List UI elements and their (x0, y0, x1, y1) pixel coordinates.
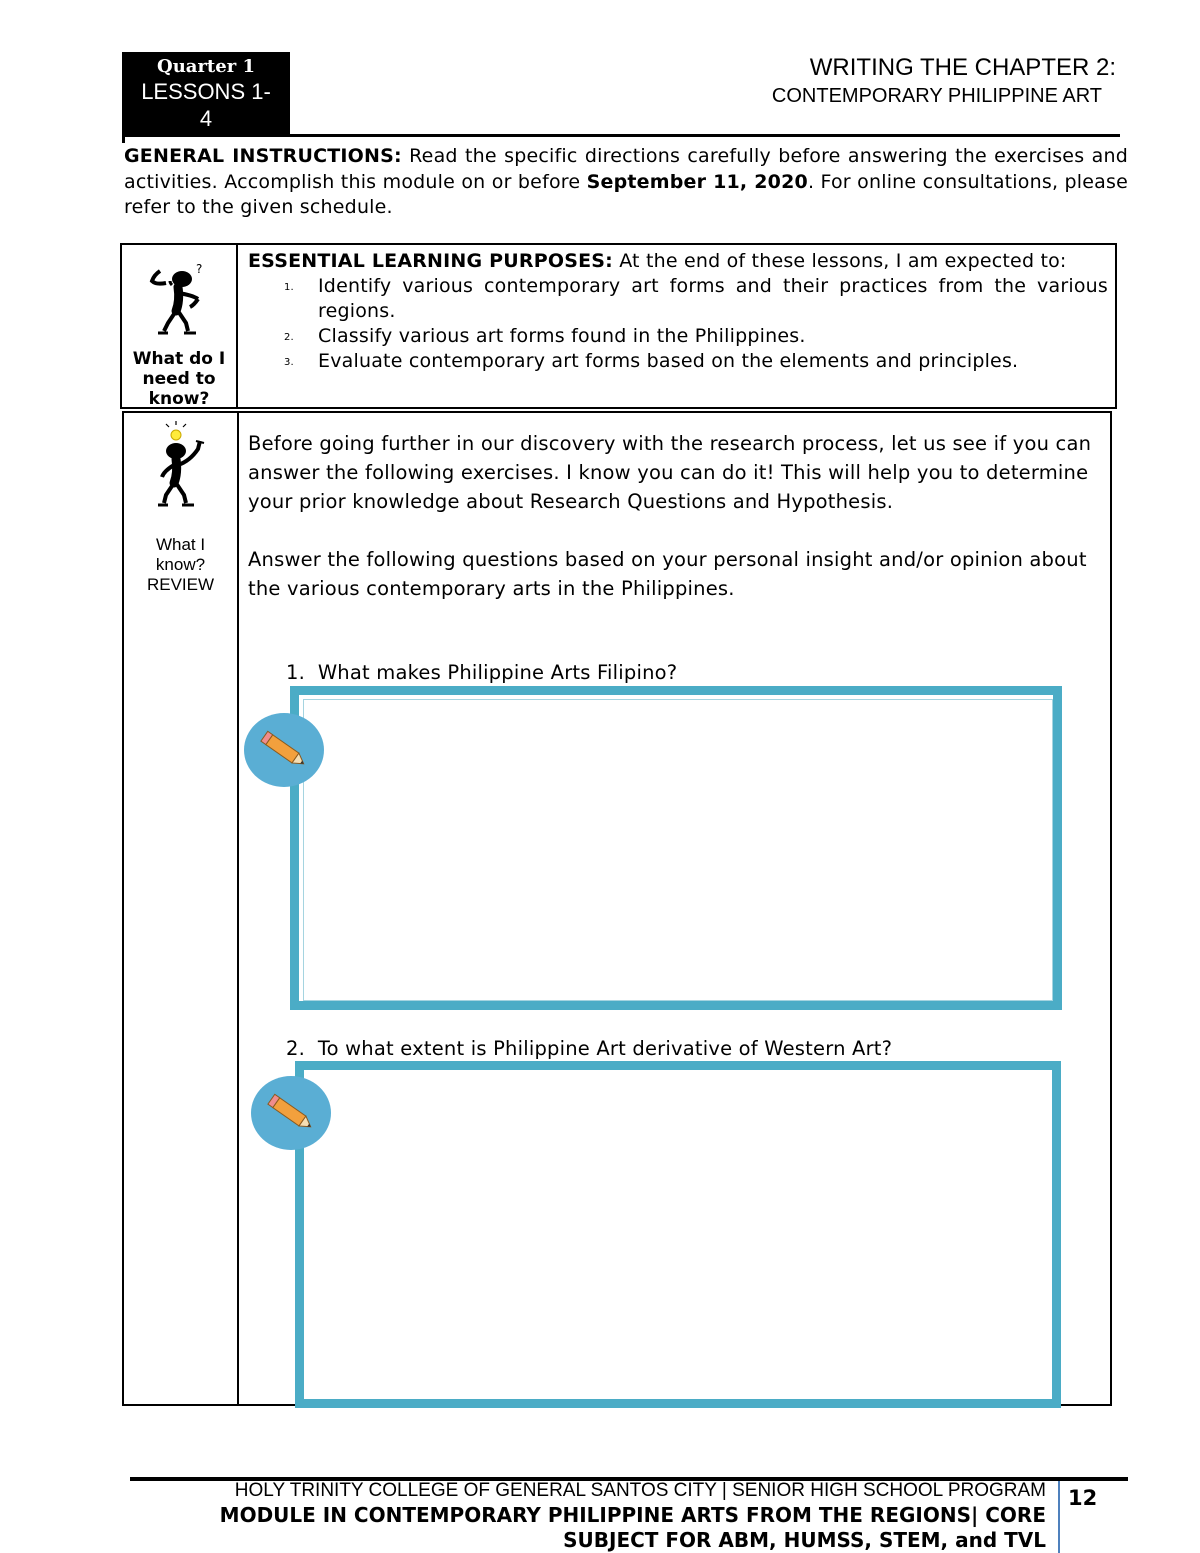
header-divider (122, 134, 1120, 137)
answer-box-1[interactable] (290, 686, 1062, 1010)
question-text: What makes Philippine Arts Filipino? (317, 661, 678, 684)
learning-purposes-heading: ESSENTIAL LEARNING PURPOSES: (248, 250, 613, 272)
header-tick-mark (122, 137, 125, 143)
question-text: To what extent is Philippine Art derivative of Western Art? (317, 1037, 893, 1060)
review-paragraph-2: Answer the following questions based on your personal insight and/or opinion about the various contemporary arts in the Philippines. (248, 548, 1087, 600)
table-divider (237, 413, 239, 1404)
idea-figure-icon (142, 421, 222, 511)
list-item-number: 1. (284, 282, 294, 293)
learning-purposes-table (120, 243, 1117, 409)
list-item-text: Evaluate contemporary art forms based on the elements and principles. (318, 350, 1019, 372)
footer-page-bar (1058, 1481, 1060, 1553)
what-i-know-label-line3: REVIEW (146, 575, 215, 594)
what-i-know-label-line2: know? (155, 555, 206, 574)
general-instructions-text1: Read the specific directions carefully before answering the exercises and activities. Accomplish this module on or before (124, 145, 1128, 193)
question-2 (286, 1037, 892, 1061)
general-instructions (124, 144, 1128, 221)
pencil-badge (244, 713, 324, 787)
lessons-label-line2: 4 (199, 106, 213, 131)
question-number: 2. (286, 1037, 306, 1060)
what-i-know-label-line1: What I (155, 535, 206, 554)
question-1 (286, 661, 677, 685)
answer-box-inner (303, 699, 1053, 1001)
list-item-text: Identify various contemporary art forms and their practices from the various regions. (318, 275, 1108, 322)
lessons-label-line1: LESSONS 1- (141, 79, 271, 104)
review-paragraph-1: Before going further in our discovery with the research process, let us see if you can answer the following exercises. I know you can do it! This will help you to determine your prior knowledge about Research Questions and Hypothesis. (248, 432, 1092, 513)
pencil-badge (251, 1076, 331, 1150)
learning-purposes-intro: At the end of these lessons, I am expected to: (612, 250, 1067, 272)
what-i-know-table (122, 411, 1112, 1406)
page-subtitle: CONTEMPORARY PHILIPPINE ART (771, 85, 1102, 107)
review-instructions (248, 429, 1098, 632)
footer-module: MODULE IN CONTEMPORARY PHILIPPINE ARTS FROM THE REGIONS| CORE SUBJECT FOR ABM, HUMSS, STEM, and TVL (219, 1503, 1046, 1552)
list-item-number: 2. (284, 332, 294, 343)
learning-purposes (248, 249, 1108, 374)
thinking-figure-icon (140, 259, 220, 339)
page-title: WRITING THE CHAPTER 2: (809, 54, 1116, 81)
quarter-label: Quarter 1 (157, 56, 255, 77)
general-instructions-label: GENERAL INSTRUCTIONS: (124, 145, 402, 167)
answer-box-corner (296, 1062, 302, 1067)
pencil-icon (251, 1076, 331, 1150)
table-divider (236, 245, 238, 407)
page-number: 12 (1068, 1486, 1098, 1510)
question-number: 1. (286, 661, 306, 684)
list-item (248, 349, 1108, 374)
what-i-know-label (124, 535, 237, 595)
need-to-know-label: What do I need to know? (132, 349, 226, 409)
footer-institution: HOLY TRINITY COLLEGE OF GENERAL SANTOS CITY | SENIOR HIGH SCHOOL PROGRAM (234, 1480, 1046, 1501)
list-item-number: 3. (284, 357, 294, 368)
pencil-icon (244, 713, 324, 787)
list-item (248, 324, 1108, 349)
due-date: September 11, 2020 (586, 170, 808, 193)
general-instructions-text2: . For online consultations, please refer to the given schedule. (124, 170, 1128, 218)
list-item (248, 274, 1108, 324)
quarter-lessons-box (122, 52, 290, 134)
answer-box-2[interactable] (295, 1061, 1061, 1408)
learning-purposes-list (248, 274, 1108, 374)
svg-text:?: ? (196, 262, 203, 276)
list-item-text: Classify various art forms found in the Philippines. (318, 325, 806, 347)
